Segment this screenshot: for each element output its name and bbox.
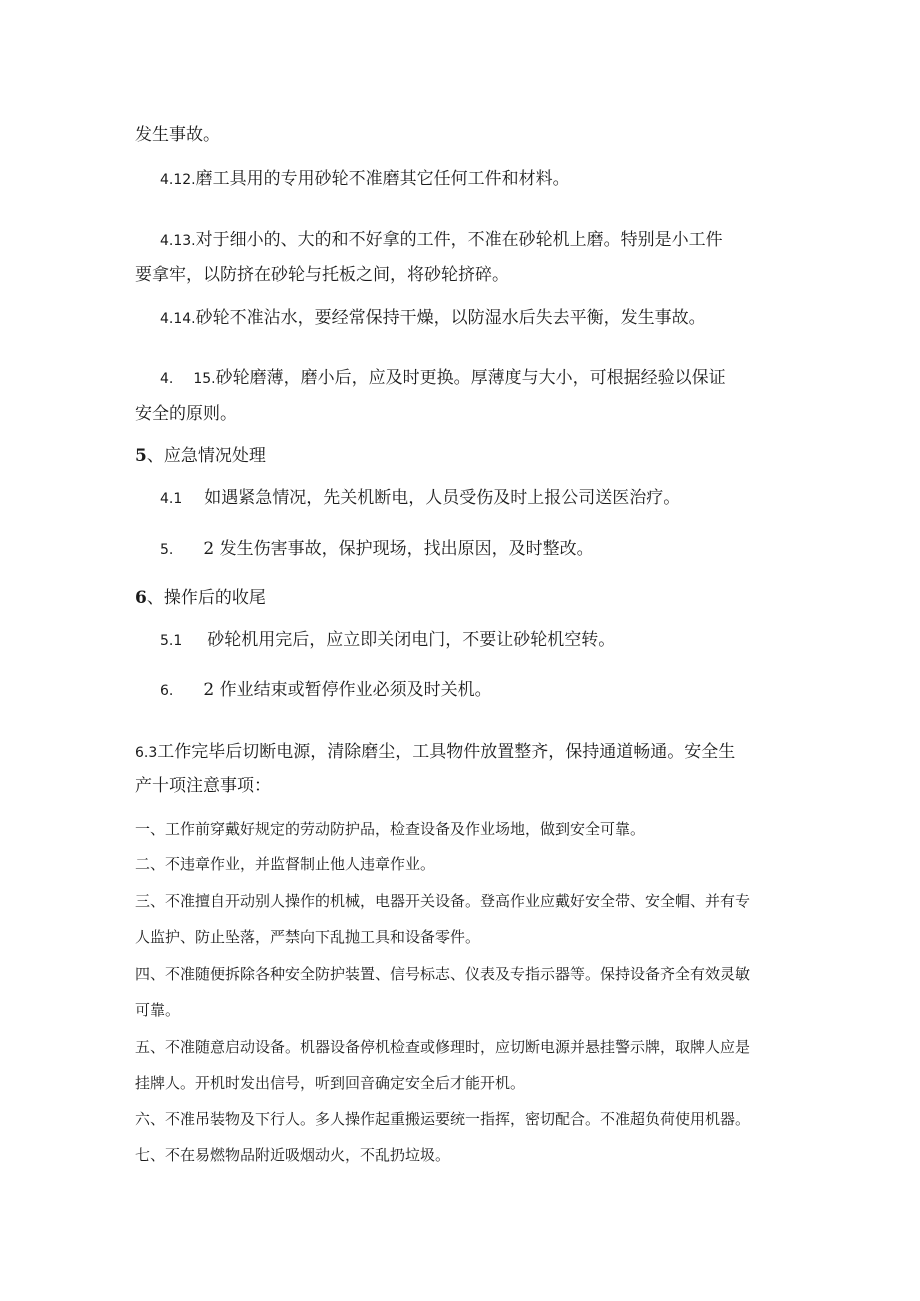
clause-5-1 (160, 628, 615, 653)
line-text: 发生事故。 (135, 125, 220, 145)
clause-text: 如遇紧急情况，先关机断电，人员受伤及时上报公司送医治疗。 (204, 488, 681, 508)
section-title: 、应急情况处理 (146, 446, 266, 466)
clause-number: 6.3 (135, 745, 158, 761)
clause-text: 砂轮不准沾水，要经常保持干燥，以防湿水后失去平衡，发生事故。 (195, 308, 706, 328)
clause-number: 4.12. (160, 172, 196, 188)
line-text: 要拿牢，以防挤在砂轮与托板之间，将砂轮挤碎。 (135, 265, 509, 285)
paragraph-line (135, 774, 271, 798)
safety-item-text: 挂牌人。开机时发出信号，听到回音确定安全后才能开机。 (135, 1074, 526, 1092)
paragraph-line (135, 1071, 525, 1095)
safety-item-text: 五、不准随意启动设备。机器设备停机检查或修理时，应切断电源并悬挂警示牌，取牌人应是 (135, 1038, 751, 1056)
clause-number-continued: 15. (193, 371, 216, 387)
safety-item-text: 一、工作前穿戴好规定的劳动防护品，检查设备及作业场地，做到安全可靠。 (135, 820, 646, 838)
clause-6-3 (135, 740, 735, 765)
clause-text: 对于细小的、大的和不好拿的工件，不准在砂轮机上磨。特别是小工件 (195, 230, 723, 250)
clause-number: 5.1 (160, 633, 183, 649)
safety-item-2 (135, 852, 435, 876)
clause-text: 2 发生伤害事故，保护现场，找出原因，及时整改。 (203, 539, 594, 559)
clause-number: 4.13. (160, 233, 196, 249)
clause-number: 4.14. (160, 311, 196, 327)
clause-text: 磨工具用的专用砂轮不准磨其它任何工件和材料。 (195, 169, 570, 189)
clause-text: 砂轮机用完后，应立即关闭电门，不要让砂轮机空转。 (207, 630, 616, 650)
paragraph-line (135, 123, 220, 147)
clause-4-12 (160, 167, 570, 192)
safety-item-text: 四、不准随便拆除各种安全防护装置、信号标志、仪表及专指示器等。保持设备齐全有效灵敏 (135, 965, 751, 983)
safety-item-text: 人监护、防止坠落，严禁向下乱抛工具和设备零件。 (135, 928, 481, 946)
clause-number: 5. (160, 542, 174, 558)
paragraph-line (135, 925, 480, 949)
section-number: 5 (135, 446, 147, 466)
safety-item-text: 二、不违章作业，并监督制止他人违章作业。 (135, 855, 436, 873)
clause-text: 砂轮磨薄，磨小后，应及时更换。厚薄度与大小，可根据经验以保证 (215, 368, 726, 388)
clause-text: 2 作业结束或暂停作业必须及时关机。 (203, 680, 492, 700)
paragraph-line (135, 402, 237, 426)
clause-number: 6. (160, 683, 174, 699)
safety-item-3 (135, 889, 750, 913)
safety-item-text: 三、不准擅自开动别人操作的机械，电器开关设备。登高作业应戴好安全带、安全帽、并有专 (135, 892, 751, 910)
clause-number: 4. (160, 371, 174, 387)
safety-item-text: 七、不在易燃物品附近吸烟动火，不乱扔垃圾。 (135, 1146, 451, 1164)
clause-6-2 (160, 678, 492, 703)
safety-item-text: 六、不准吊装物及下行人。多人操作起重搬运要统一指挥，密切配合。不准超负荷使用机器。 (135, 1110, 751, 1128)
clause-text: 工作完毕后切断电源，清除磨尘，工具物件放置整齐，保持通道畅通。安全生 (157, 742, 736, 762)
safety-item-5 (135, 1035, 750, 1059)
paragraph-line (135, 263, 509, 287)
line-text: 产十项注意事项： (135, 776, 271, 796)
clause-4-13 (160, 228, 723, 253)
section-heading-5 (135, 444, 266, 468)
line-text: 安全的原则。 (135, 404, 237, 424)
clause-4-14 (160, 306, 706, 331)
safety-item-6 (135, 1107, 750, 1131)
clause-5-2 (160, 537, 594, 562)
paragraph-line (135, 998, 180, 1022)
section-heading-6 (135, 586, 266, 610)
clause-4-15 (160, 366, 726, 391)
clause-4-1 (160, 486, 680, 511)
safety-item-1 (135, 817, 645, 841)
section-number: 6 (135, 588, 147, 608)
safety-item-4 (135, 962, 750, 986)
clause-number: 4.1 (160, 491, 183, 507)
safety-item-7 (135, 1143, 450, 1167)
safety-item-text: 可靠。 (135, 1001, 181, 1019)
section-title: 、操作后的收尾 (146, 588, 266, 608)
